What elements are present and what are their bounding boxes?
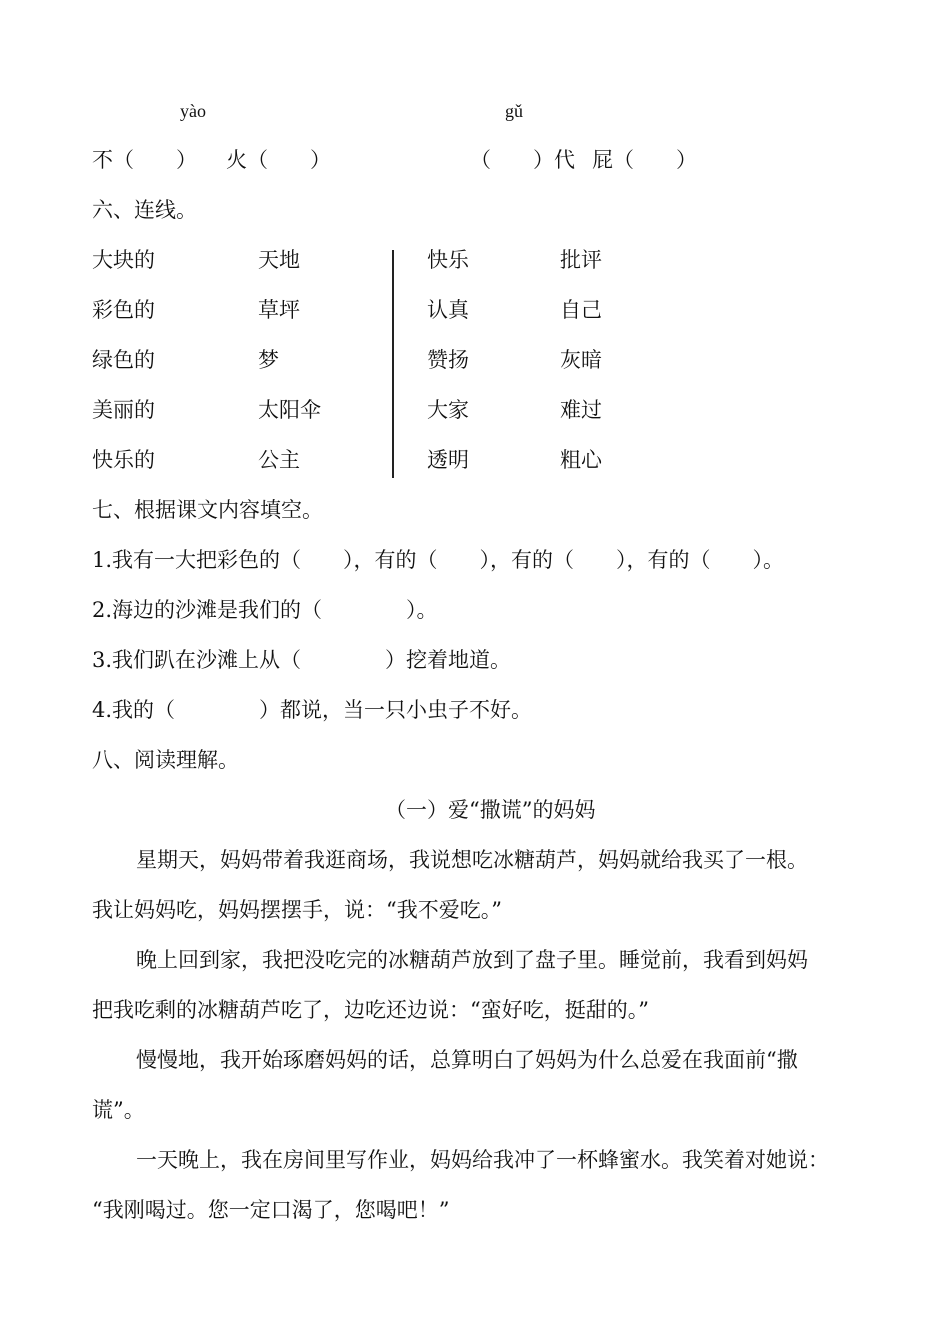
section-title-matching: 六、连线。 (92, 198, 197, 222)
match-left-target: 梦 (258, 348, 279, 372)
match-right-antonym: 自己 (560, 298, 602, 322)
match-left-word: 大块的 (92, 248, 155, 272)
column-divider (392, 250, 394, 478)
fill-item-huo: 火（ ） (226, 148, 331, 172)
paragraph-line: 慢慢地，我开始琢磨妈妈的话，总算明白了妈妈为什么总爱在我面前“撒 (136, 1048, 798, 1072)
fill-item-pi: 屁（ ） (592, 148, 697, 172)
fill-question: 1.我有一大把彩色的（ ），有的（ ），有的（ ），有的（ ）。 (92, 548, 785, 572)
match-left-target: 太阳伞 (258, 398, 321, 422)
match-right-word: 认真 (427, 298, 469, 322)
match-left-target: 公主 (258, 448, 300, 472)
match-right-word: 赞扬 (427, 348, 469, 372)
section-title-reading: 八、阅读理解。 (92, 748, 239, 772)
paragraph-line: 星期天，妈妈带着我逛商场，我说想吃冰糖葫芦，妈妈就给我买了一根。 (136, 848, 808, 872)
paragraph-line: “我刚喝过。您一定口渴了，您喝吧！” (92, 1198, 450, 1222)
fill-question: 2.海边的沙滩是我们的（ ）。 (92, 598, 438, 622)
paragraph-line: 把我吃剩的冰糖葫芦吃了，边吃还边说：“蛮好吃，挺甜的。” (92, 998, 649, 1022)
match-left-word: 美丽的 (92, 398, 155, 422)
pinyin-yao: yào (180, 101, 206, 121)
fill-question: 3.我们趴在沙滩上从（ ）挖着地道。 (92, 648, 512, 672)
section-title-fill-blanks: 七、根据课文内容填空。 (92, 498, 323, 522)
match-right-word: 快乐 (427, 248, 469, 272)
passage-title: （一）爱“撒谎”的妈妈 (385, 798, 596, 822)
match-right-word: 透明 (427, 448, 469, 472)
pinyin-gu: gǔ (505, 101, 523, 121)
match-right-word: 大家 (427, 398, 469, 422)
paragraph-line: 一天晚上，我在房间里写作业，妈妈给我冲了一杯蜂蜜水。我笑着对她说： (136, 1148, 829, 1172)
match-left-target: 草坪 (258, 298, 300, 322)
paragraph-line: 谎”。 (92, 1098, 145, 1122)
fill-question: 4.我的（ ）都说，当一只小虫子不好。 (92, 698, 533, 722)
match-right-antonym: 批评 (560, 248, 602, 272)
fill-item-bu: 不（ ） (92, 148, 197, 172)
paragraph-line: 晚上回到家，我把没吃完的冰糖葫芦放到了盘子里。睡觉前，我看到妈妈 (136, 948, 808, 972)
match-left-word: 绿色的 (92, 348, 155, 372)
match-right-antonym: 灰暗 (560, 348, 602, 372)
match-right-antonym: 粗心 (560, 448, 602, 472)
match-left-word: 快乐的 (92, 448, 155, 472)
fill-item-dai: （ ）代 (470, 148, 575, 172)
match-left-target: 天地 (258, 248, 300, 272)
paragraph-line: 我让妈妈吃，妈妈摆摆手，说：“我不爱吃。” (92, 898, 502, 922)
match-left-word: 彩色的 (92, 298, 155, 322)
match-right-antonym: 难过 (560, 398, 602, 422)
